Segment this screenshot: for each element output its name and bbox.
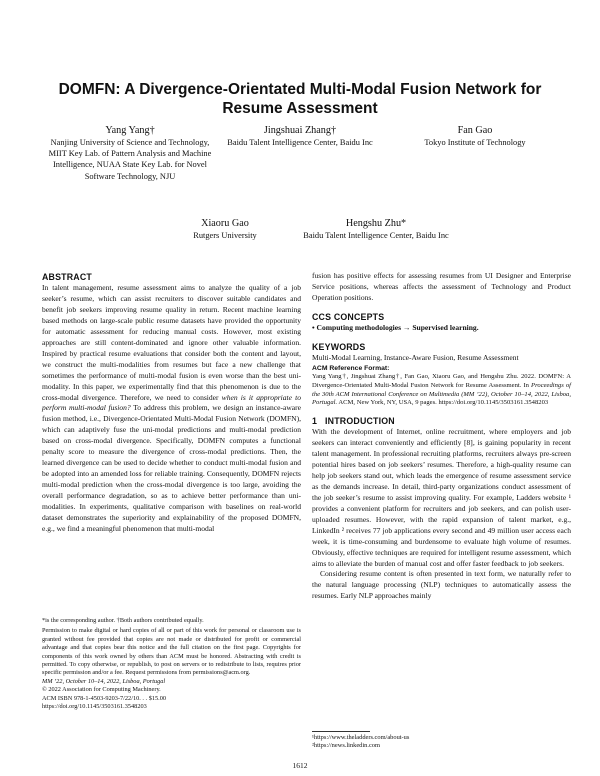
author-name: Jingshuai Zhang†	[263, 125, 337, 136]
author-affiliation: Nanjing University of Science and Technology, MIIT Key Lab. of Pattern Analysis and Machine Intelligence, NUAA State Key Lab. for Novel Software Technology, NJU	[48, 138, 212, 181]
ccs-heading: CCS CONCEPTS	[312, 311, 385, 322]
author-affiliation: Tokyo Institute of Technology	[424, 138, 526, 147]
abstract-continued: fusion has positive effects for assessing resumes from UI Designer and Enterprise Service positions, whereas affects the assessment of Technology and Product Operation positions.	[312, 271, 571, 302]
reference-format-text: Yang Yang†, Jingshuai Zhang†, Fan Gao, Xiaoru Gao, and Hengshu Zhu. 2022. DOMFN: A Divergence-Orientated Multi-Modal Fusion Network for Resume Assessment. In Proceedings of the 30th ACM International Conference on Multimedia (MM ’22), October 10–14, 2022, Lisboa, Portugal. ACM, New York, NY, USA, 9 pages. https://doi.org/10.1145/3503161.3548203	[312, 373, 571, 407]
author-name: Hengshu Zhu*	[345, 218, 407, 229]
author-name: Fan Gao	[457, 125, 493, 136]
introduction-heading: 1 INTRODUCTION	[312, 416, 395, 427]
introduction-paragraph: With the development of Internet, online recruitment, where employers and job seekers can interact conveniently and efficiently [8], is gaining popularity in recent talent management. In professional recruiting platforms, recruiters always pre-screen potential hires based on job seekers’ resumes. Therefore, a high-quality resume can help job seekers stand out, which leads the emergence of resume assessment service as the demands increase. In detail, third-party organizations conduct assessment of the job seeker’s resume to assist improving quality. For example, Ladders website ¹ provides a convenient platform for recruiters and job seekers, and can polish user-uploaded resumes. However, with the rapid expansion of talent market, e.g., LinkedIn ² receives 77 job applications every second and 49 million user access each week, it is time-consuming and burdensome to evaluate high volume of resumes. Obviously, effective techniques are required for intelligent resume assessment, which aims to alleviate the burden of manual cost and offer faster feedback to job seekers.	[312, 427, 571, 568]
introduction-paragraph: Considering resume content is often presented in text form, we naturally refer to the natural language processing (NLP) techniques to automatically assess the resumes. Early NLP approaches mainly	[312, 569, 571, 601]
author-affiliation: Rutgers University	[193, 231, 257, 240]
isbn-line: ACM ISBN 978-1-4503-9203-7/22/10. . . $15.00	[42, 694, 167, 702]
abstract-text: In talent management, resume assessment aims to analyze the quality of a job seeker’s resume, which can assist recruiters to discover suitable candidates and benefit job seekers improving resume quality in return. Recent machine learning based methods on large-scale public resume datasets have provided the opportunity for automatic assessment for reducing manual costs. However, most existing approaches are still content-dominated and ignore other valuable information. Inspired by practical resume evaluations that consider both the content and layout, we construct the multi-modalities from resumes but face a new challenge that sometimes the performance of multi-modal fusion is even worse than the best uni-modality. In this paper, we experimentally find that this phenomenon is due to the cross-modal divergence. Therefore, we need to consider when is it appropriate to perform multi-modal fusion? To address this problem, we design an instance-aware fusion method, i.e., Divergence-Orientated Multi-Modal Fusion Network (DOMFN), which can adaptively fuse the uni-modal predictions and multi-modal prediction based on cross-modal divergence. Specifically, DOMFN computes a functional penalty score to measure the divergence of cross-modal predictions. Then, the learned divergence can be used to decide whether to conduct multi-modal fusion and be adopted into an amended loss for reliable training. Consequently, DOMFN rejects multi-modal prediction when the cross-modal divergence is too large, avoiding the overall performance degradation, so as to achieve better performance than uni-modalities. In experiments, qualitative comparison with baselines on real-world dataset demonstrates the superiority and explainability of the proposed DOMFN, e.g., we find a meaningful phenomenon that multi-modal	[42, 283, 301, 533]
permission-notice: Permission to make digital or hard copies of all or part of this work for personal or classroom use is granted without fee provided that copies are not made or distributed for profit or commercial advantage and that copies bear this notice and the full citation on the first page. Copyrights for components of this work owned by others than ACM must be honored. Abstracting with credit is permitted. To copy otherwise, or republish, to post on servers or to redistribute to lists, requires prior specific permission and/or a fee. Request permissions from permissions@acm.org.	[42, 627, 301, 677]
ccs-text: • Computing methodologies → Supervised learning.	[312, 322, 479, 332]
author-block	[224, 124, 376, 148]
author-name: Xiaoru Gao	[201, 218, 249, 229]
left-column	[42, 271, 301, 535]
author-block	[150, 217, 300, 241]
copyright-line: © 2022 Association for Computing Machinery.	[42, 686, 161, 694]
corresponding-author-note: *is the corresponding author. †Both authors contributed equally.	[42, 617, 204, 624]
abstract-heading: ABSTRACT	[42, 272, 92, 282]
venue-line: MM ’22, October 10–14, 2022, Lisboa, Portugal	[42, 677, 166, 685]
footnote-link[interactable]: ²https://news.linkedin.com	[312, 742, 380, 750]
page-number: 1612	[292, 761, 308, 770]
footnotes-left	[42, 617, 301, 711]
author-affiliation: Baidu Talent Intelligence Center, Baidu Inc	[303, 231, 449, 240]
author-block	[390, 124, 560, 148]
paper-title: DOMFN: A Divergence-Orientated Multi-Modal Fusion Network for Resume Assessment	[58, 81, 542, 117]
author-name: Yang Yang†	[105, 125, 155, 136]
author-block	[42, 124, 218, 182]
author-block	[300, 217, 452, 241]
footnote-link[interactable]: ¹https://www.theladders.com/about-us	[312, 734, 410, 741]
keywords-text: Multi-Modal Learning, Instance-Aware Fusion, Resume Assessment	[312, 352, 519, 362]
footnotes-right	[312, 731, 571, 751]
author-affiliation: Baidu Talent Intelligence Center, Baidu Inc	[227, 138, 373, 147]
keywords-heading: KEYWORDS	[312, 341, 366, 352]
reference-format-heading: ACM Reference Format:	[312, 364, 390, 372]
doi-link[interactable]: https://doi.org/10.1145/3503161.3548203	[42, 703, 147, 711]
right-column	[312, 271, 571, 602]
